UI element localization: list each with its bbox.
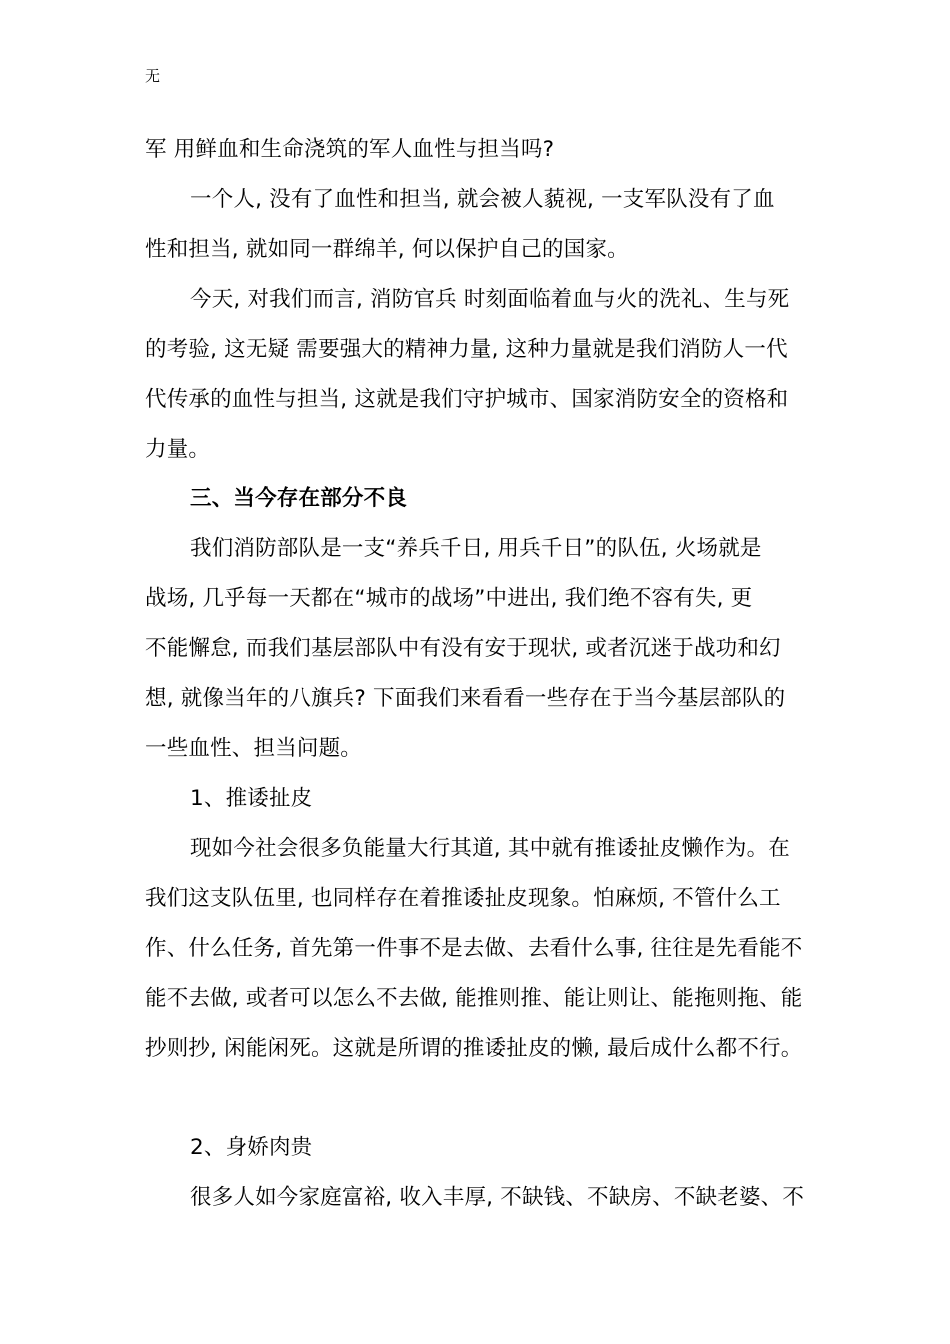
paragraph-line: 的考验, 这无疑 需要强大的精神力量, 这种力量就是我们消防人一代 (145, 337, 788, 362)
subheading: 1、推诿扯皮 (190, 786, 313, 811)
paragraph-line: 代传承的血性与担当, 这就是我们守护城市、国家消防安全的资格和 (145, 387, 789, 412)
paragraph-line: 一个人, 没有了血性和担当, 就会被人藐视, 一支军队没有了血 (190, 187, 775, 212)
paragraph-line: 能不去做, 或者可以怎么不去做, 能推则推、能让则让、能拖则拖、能 (145, 986, 803, 1011)
paragraph-line: 现如今社会很多负能量大行其道, 其中就有推诿扯皮懒作为。在 (190, 836, 790, 861)
paragraph-line: 不能懈怠, 而我们基层部队中有没有安于现状, 或者沉迷于战功和幻 (145, 636, 781, 661)
paragraph-line: 一些血性、担当问题。 (145, 736, 363, 761)
paragraph-line: 军 用鲜血和生命浇筑的军人血性与担当吗? (145, 137, 555, 162)
paragraph-line: 我们这支队伍里, 也同样存在着推诿扯皮现象。怕麻烦, 不管什么工 (145, 886, 781, 911)
paragraph-line: 力量。 (145, 437, 211, 462)
page-header: 无 (145, 67, 161, 85)
paragraph-line: 性和担当, 就如同一群绵羊, 何以保护自己的国家。 (145, 237, 629, 262)
paragraph-line: 今天, 对我们而言, 消防官兵 时刻面临着血与火的洗礼、生与死 (190, 287, 790, 312)
paragraph-line: 作、什么任务, 首先第一件事不是去做、去看什么事, 往往是先看能不 (145, 936, 803, 961)
paragraph-line: 想, 就像当年的八旗兵? 下面我们来看看一些存在于当今基层部队的 (145, 686, 786, 711)
subheading: 2、身娇肉贵 (190, 1135, 313, 1160)
paragraph-line: 我们消防部队是一支“养兵千日, 用兵千日”的队伍, 火场就是 (190, 536, 762, 561)
section-heading: 三、当今存在部分不良 (190, 486, 408, 511)
paragraph-line: 很多人如今家庭富裕, 收入丰厚, 不缺钱、不缺房、不缺老婆、不 (190, 1185, 805, 1210)
paragraph-line: 抄则抄, 闲能闲死。这就是所谓的推诿扯皮的懒, 最后成什么都不行。 (145, 1036, 803, 1061)
paragraph-line: 战场, 几乎每一天都在“城市的战场”中进出, 我们绝不容有失, 更 (145, 586, 753, 611)
